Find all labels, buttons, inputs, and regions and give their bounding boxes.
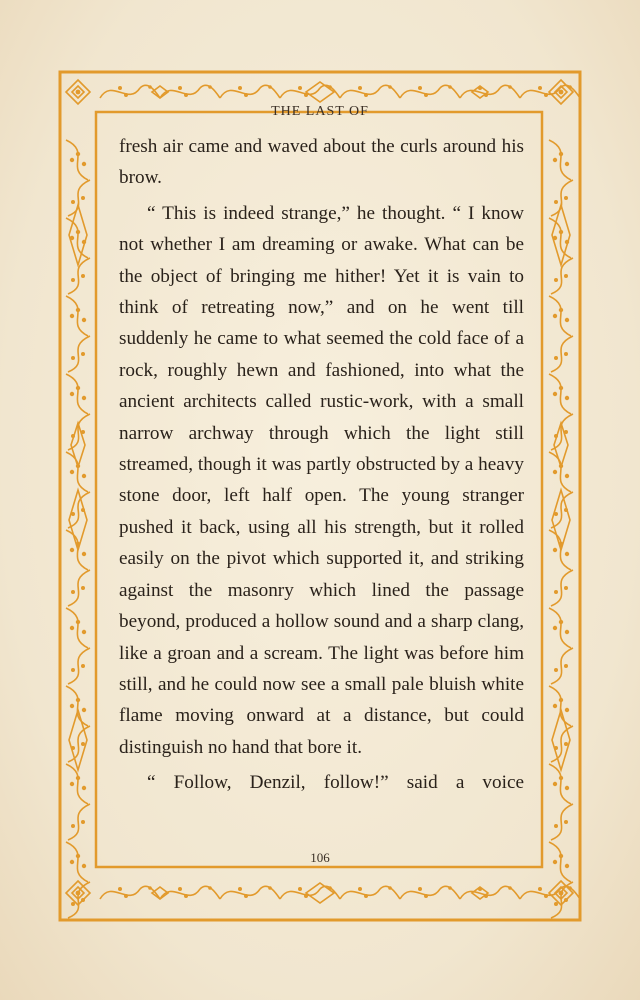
page-number: 106 [310, 850, 330, 865]
paragraph-3: “ Follow, Denzil, follow!” said a voice [147, 772, 524, 794]
paragraph-1: fresh air came and waved about the curls around his brow. [119, 136, 524, 189]
body-text [119, 131, 524, 799]
paragraph-2: “ This is indeed strange,” he thought. “ I know not whether I am dreaming or awake. What can be the object of bringing me hither! Yet it is vain to think of retreating now,” and on he went till suddenly he came to what seemed the cold face of a rock, roughly hewn and fashioned, into what the ancient architects called rustic-work, with a small narrow archway through which the light still streamed, though it was partly obstructed by a heavy stone door, left half open. The young stranger pushed it back, using all his strength, but it rolled easily on the pivot which supported it, and striking against the masonry which lined the passage beyond, produced a hollow sound and a sharp clang, like a groan and a scream. The light was before him still, and he could now see a small pale bluish white flame moving onward at a distance, but could distinguish no hand that bore it. [119, 202, 524, 758]
running-header: THE LAST OF [271, 104, 369, 119]
